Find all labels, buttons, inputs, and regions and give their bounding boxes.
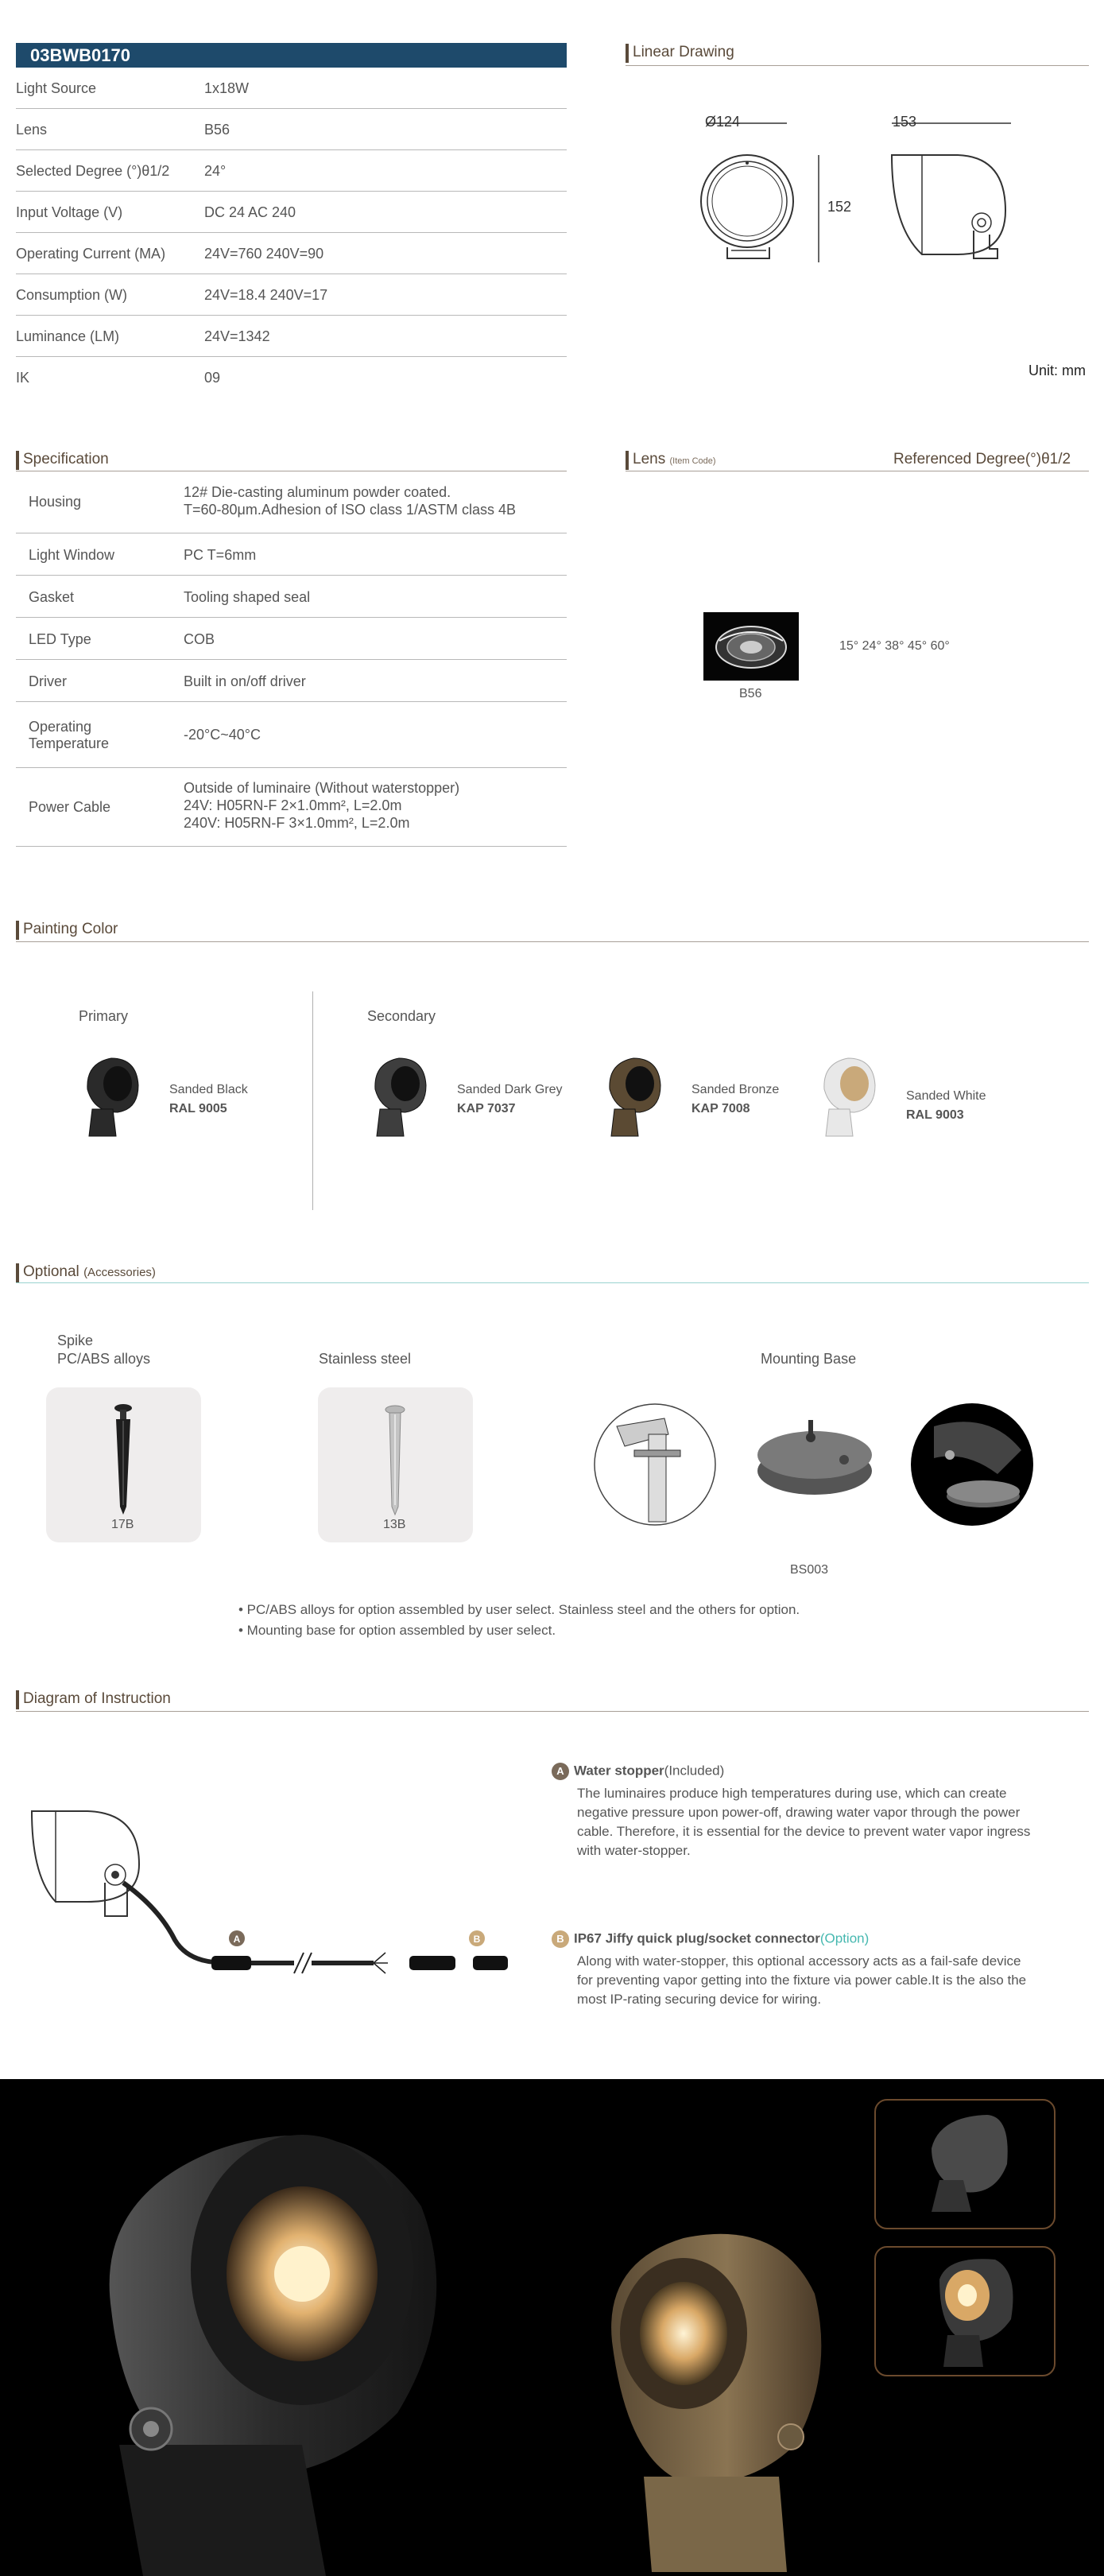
spec-key: Operating Current (MA) [16, 246, 166, 262]
spec-row-6 [16, 316, 567, 357]
spike-card [46, 1387, 201, 1542]
lens-degrees: 15° 24° 38° 45° 60° [839, 639, 950, 653]
swatch-fixture-1 [367, 1053, 431, 1141]
painting-color-title: Painting Color [16, 921, 118, 938]
linear-drawing-title: Linear Drawing [626, 44, 734, 61]
painting-color-rule [16, 941, 1089, 942]
swatch-code-3: RAL 9003 [906, 1108, 964, 1122]
swatch-name-2: Sanded Bronze [691, 1083, 780, 1096]
spike-material-label: PC/ABS alloys [57, 1351, 151, 1367]
swatch-name-3: Sanded White [906, 1089, 986, 1103]
spec-row-operating-temperature: Operating Temperature -20°C~40°C [16, 703, 567, 768]
instruction-diagram [24, 1797, 533, 2004]
spec-row-7 [16, 357, 567, 398]
product-black-image [64, 2111, 477, 2576]
spec-value: 24V=760 240V=90 [204, 246, 324, 262]
spec-row-4 [16, 233, 567, 274]
svg-text:B: B [473, 1934, 481, 1945]
spec-value: 24° [204, 163, 227, 179]
model-header [16, 43, 567, 68]
spec-row-led-type: LED Type COB [16, 619, 567, 660]
swatch-code-0: RAL 9005 [169, 1102, 227, 1115]
spec-key: Input Voltage (V) [16, 204, 123, 220]
mounting-base-code: BS003 [790, 1563, 829, 1577]
specification-title: Specification [16, 451, 109, 468]
swatch-fixture-2 [602, 1053, 665, 1141]
optional-title: Optional (Accessories) [16, 1263, 156, 1282]
lens-title: Lens (Item Code) [626, 451, 716, 470]
swatch-code-1: KAP 7037 [457, 1102, 516, 1115]
mounting-base-label: Mounting Base [761, 1351, 857, 1367]
spec-key: IK [16, 370, 30, 386]
water-stopper-heading: A Water stopper(Included) [552, 1763, 724, 1780]
mounting-base-detail-image [593, 1402, 717, 1527]
spec-row-housing: Housing 12# Die-casting aluminum powder coated. T=60-80μm.Adhesion of ISO class 1/ASTM class 4B [16, 471, 567, 533]
swatch-name-1: Sanded Dark Grey [457, 1083, 563, 1096]
dim-length: 153 [893, 114, 917, 130]
product-bronze-image [596, 2222, 843, 2576]
connector-heading: B IP67 Jiffy quick plug/socket connector(Option) [552, 1930, 869, 1948]
spec-key: Selected Degree (°)θ1/2 [16, 163, 170, 179]
optional-note-1: • PC/ABS alloys for option assembled by user select. Stainless steel and the others for option. [238, 1602, 800, 1617]
dim-diameter: Ø124 [705, 114, 741, 130]
spec-value: 24V=18.4 240V=17 [204, 287, 328, 303]
thumbnail-2-image [876, 2248, 1054, 2375]
badge-a: A [552, 1763, 569, 1780]
swatch-name-0: Sanded Black [169, 1083, 248, 1096]
lens-code: B56 [739, 687, 762, 700]
instruction-rule [16, 1711, 1089, 1712]
linear-drawing-rule [626, 65, 1089, 66]
mounting-base-bs003-image [755, 1414, 874, 1501]
optional-note-2: • Mounting base for option assembled by user select. [238, 1623, 556, 1638]
referenced-degree-label: Referenced Degree(°)θ1/2 [893, 451, 1071, 467]
color-divider [312, 991, 313, 1210]
spec-row-power-cable: Power Cable Outside of luminaire (Without waterstopper) 24V: H05RN-F 2×1.0mm², L=2.0m 240V: H05RN-F 3×1.0mm², L=2.0m [16, 769, 567, 847]
primary-label: Primary [79, 1008, 128, 1024]
spec-value: 24V=1342 [204, 328, 270, 344]
unit-label: Unit: mm [1028, 363, 1086, 378]
swatch-code-2: KAP 7008 [691, 1102, 750, 1115]
instruction-title: Diagram of Instruction [16, 1690, 171, 1708]
svg-text:A: A [233, 1934, 241, 1945]
secondary-label: Secondary [367, 1008, 436, 1024]
swatch-fixture-3 [816, 1053, 880, 1141]
spec-value: DC 24 AC 240 [204, 204, 296, 220]
mounting-base-installed-image [910, 1402, 1034, 1527]
stainless-steel-card [318, 1387, 473, 1542]
spec-value: 1x18W [204, 80, 250, 96]
spec-row-3 [16, 192, 567, 233]
spec-value: 09 [204, 370, 221, 386]
spec-key: Luminance (LM) [16, 328, 120, 344]
water-stopper-text: The luminaires produce high temperatures during use, which can create negative pressure upon power-off, drawing water vapor through the power cable. Therefore, it is essential for the device to prevent water vapor ingress with water-stopper. [577, 1786, 1031, 1858]
product-photo-area [0, 2079, 1104, 2576]
spec-row-gasket: Gasket Tooling shaped seal [16, 576, 567, 618]
stainless-steel-label: Stainless steel [319, 1351, 412, 1367]
dim-height: 152 [827, 199, 852, 215]
spec-key: Lens [16, 122, 48, 138]
thumbnail-1-image [876, 2101, 1054, 2228]
spec-row-driver: Driver Built in on/off driver [16, 661, 567, 702]
linear-drawing [684, 107, 1033, 282]
spec-row-light-window: Light Window PC T=6mm [16, 534, 567, 576]
model-code: 03BWB0170 [30, 45, 130, 65]
spec-row-5 [16, 274, 567, 316]
thumbnail-1[interactable] [874, 2099, 1056, 2229]
lens-image [703, 612, 799, 681]
spec-row-2 [16, 150, 567, 192]
spec-key: Consumption (W) [16, 287, 128, 303]
badge-b: B [552, 1930, 569, 1948]
spec-value: B56 [204, 122, 230, 138]
spec-row-1 [16, 109, 567, 150]
thumbnail-2[interactable] [874, 2246, 1056, 2376]
spec-row-0 [16, 68, 567, 109]
spec-key: Light Source [16, 80, 97, 96]
spike-label: Spike [57, 1333, 94, 1348]
connector-text: Along with water-stopper, this optional accessory acts as a fail-safe device for preventing vapor getting into the fixture via power cable.It is the also the most IP-rating securing device for wiring. [577, 1953, 1027, 2007]
swatch-fixture-0 [79, 1053, 143, 1141]
spike-code: 17B [111, 1518, 134, 1531]
stainless-steel-code: 13B [383, 1518, 406, 1531]
optional-rule [16, 1282, 1089, 1283]
